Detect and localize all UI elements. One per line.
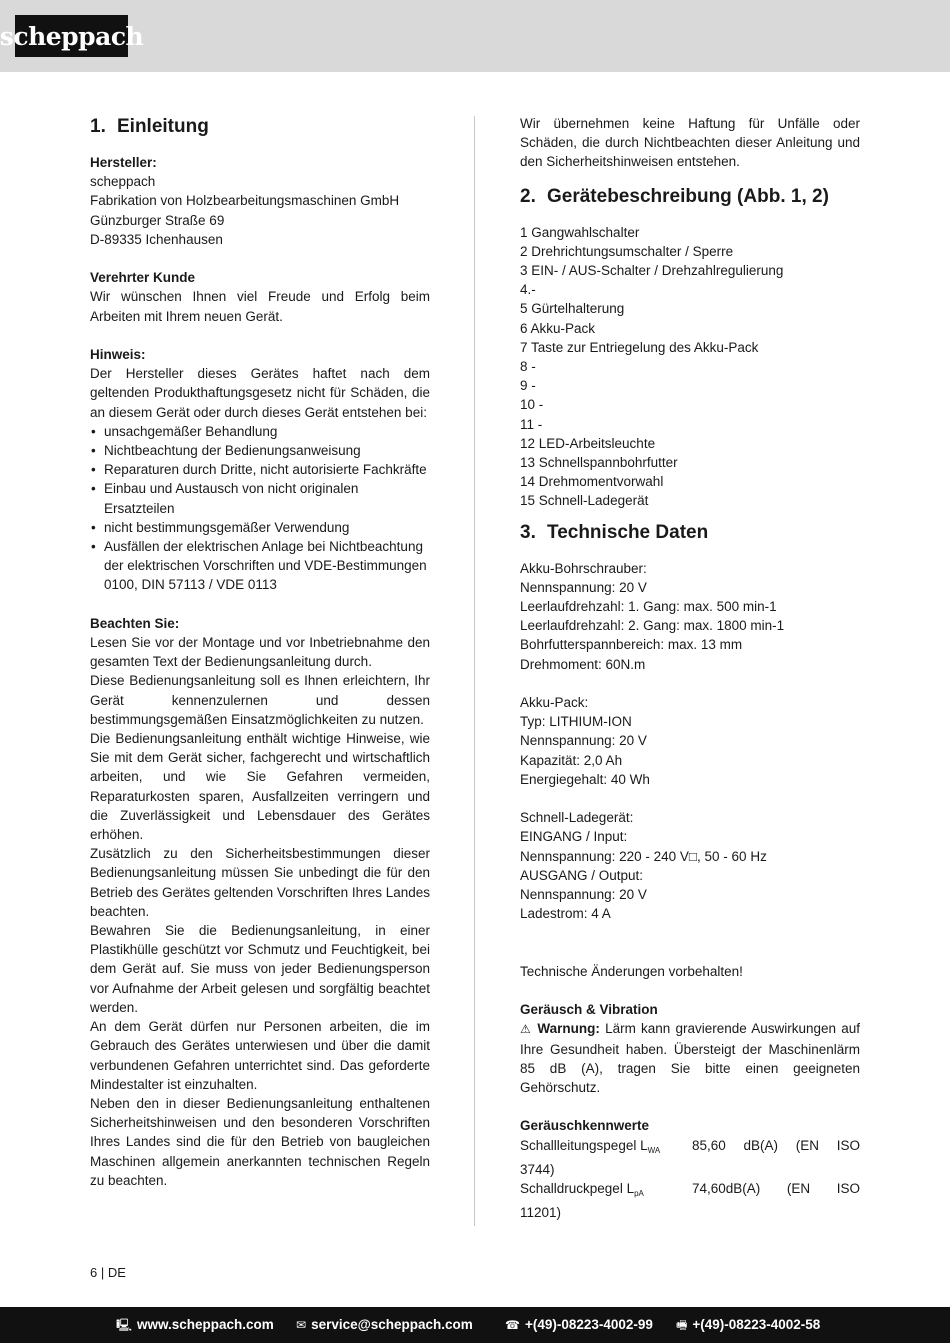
attention-label: Beachten Sie: bbox=[90, 615, 180, 631]
list-item: 13 Schnellspannbohrfutter bbox=[520, 455, 678, 471]
list-item: • Einbau und Austausch von nicht originalen Ersatzteilen bbox=[90, 479, 430, 517]
battery-specs bbox=[520, 693, 860, 789]
list-item: 14 Drehmomentvorwahl bbox=[520, 474, 664, 490]
manufacturer-line: D-89335 Ichenhausen bbox=[90, 231, 223, 247]
manufacturer-line: Fabrikation von Holzbearbeitungsmaschinen GmbH bbox=[90, 193, 400, 209]
right-column bbox=[520, 114, 860, 1222]
page-footer bbox=[0, 1307, 950, 1343]
manufacturer-label: Hersteller: bbox=[90, 155, 157, 170]
spec-line: Nennspannung: 220 - 240 V□, 50 - 60 Hz bbox=[520, 848, 767, 864]
manufacturer-line: scheppach bbox=[90, 174, 156, 190]
list-item: 5 Gürtelhalterung bbox=[520, 301, 625, 317]
phone-icon: ☎ bbox=[505, 1318, 520, 1332]
spec-line: Akku-Bohrschrauber: bbox=[520, 560, 647, 576]
spec-line: Nennspannung: 20 V bbox=[520, 579, 647, 595]
footer-website[interactable]: 🖳 www.scheppach.com bbox=[116, 1317, 274, 1332]
computer-icon: 🖳 bbox=[116, 1318, 133, 1332]
warning-label: Warnung: bbox=[537, 1021, 600, 1037]
warning-text bbox=[520, 1019, 860, 1097]
noise-label: Schalldruckpegel L bbox=[520, 1181, 635, 1197]
warning-body: Lärm kann gravierende Auswirkungen auf Ihre Gesundheit haben. Übersteigt der Maschinenlärm 85 dB (A), tragen Sie bitte einen geeigneten Gehörschutz. bbox=[520, 1021, 860, 1096]
attention-paragraph: Bewahren Sie die Bedienungsanleitung, in einer Plastikhülle geschützt vor Schmutz und Feuchtigkeit, bei dem Gerät auf. Sie muss von jeder Bedienungsperson vor Aufnahme der Arbeit gelesen und sorgfältig beachtet werden. bbox=[90, 923, 430, 1015]
customer-text: Wir wünschen Ihnen viel Freude und Erfolg beim Arbeiten mit Ihrem neuen Gerät. bbox=[90, 289, 430, 324]
noise-sub: pA bbox=[634, 1189, 644, 1199]
list-item: 6 Akku-Pack bbox=[520, 320, 596, 336]
noise-std-tail: ISO bbox=[836, 1181, 860, 1197]
fax-icon: 🖷 bbox=[676, 1318, 688, 1332]
attention-paragraph: Die Bedienungsanleitung enthält wichtige Hinweise, wie Sie mit dem Gerät sicher, fachgerecht und wirtschaftlich arbeiten, und wie Sie Gefahren vermeiden, Reparaturkosten sparen, Ausfallzeiten verringern und die Zuverlässigkeit und Lebensdauer des Gerätes erhöhen. bbox=[90, 731, 430, 843]
list-item: 15 Schnell-Ladegerät bbox=[520, 493, 649, 509]
list-item: 10 - bbox=[520, 397, 544, 413]
list-item: 12 LED-Arbeitsleuchte bbox=[520, 435, 656, 451]
list-item: • Reparaturen durch Dritte, nicht autorisierte Fachkräfte bbox=[90, 460, 430, 479]
list-item: • Ausfällen der elektrischen Anlage bei Nichtbeachtung der elektrischen Vorschriften und VDE-Bestimmungen 0100, DIN 57113 / VDE 0113 bbox=[90, 537, 430, 595]
attention-paragraph: Diese Bedienungsanleitung soll es Ihnen erleichtern, Ihr Gerät kennenzulernen und dessen bestimmungsgemäßen Einsatzmöglichkeiten zu nutzen. bbox=[90, 673, 430, 727]
charger-specs bbox=[520, 808, 860, 923]
footer-email[interactable]: ✉ service@scheppach.com bbox=[296, 1317, 473, 1332]
spec-line: Nennspannung: 20 V bbox=[520, 733, 647, 749]
note-bullet-list bbox=[90, 422, 430, 595]
noise-value: 85,60 bbox=[692, 1137, 726, 1153]
note-text: Der Hersteller dieses Gerätes haftet nach dem geltenden Produkthaftungsgesetz nicht für Schäden, die an diesem Gerät oder durch dieses Gerät entstehen bei: bbox=[90, 366, 430, 420]
note-label: Hinweis: bbox=[90, 347, 146, 362]
noise-title: Geräusch & Vibration bbox=[520, 1002, 658, 1018]
section-1-heading: 1. Einleitung bbox=[90, 116, 209, 137]
changes-note: Technische Änderungen vorbehalten! bbox=[520, 963, 743, 979]
noise-value: 74,60dB(A) bbox=[692, 1181, 761, 1197]
mail-icon: ✉ bbox=[296, 1318, 307, 1332]
attention-paragraph: Neben den in dieser Bedienungsanleitung enthaltenen Sicherheitshinweisen und den besonderen Vorschriften Ihres Landes sind die für den Betrieb von baugleichen Maschinen allgemein anerkannten technischen Regeln zu beachten. bbox=[90, 1095, 430, 1188]
noise-row bbox=[520, 1136, 860, 1160]
footer-phone[interactable]: ☎ +(49)-08223-4002-99 bbox=[505, 1317, 653, 1332]
spec-line: Nennspannung: 20 V bbox=[520, 887, 647, 903]
list-item: 9 - bbox=[520, 378, 536, 394]
drill-specs bbox=[520, 559, 860, 674]
spec-line: EINGANG / Input: bbox=[520, 829, 628, 845]
list-item: 11 - bbox=[520, 416, 543, 432]
noise-std: (EN bbox=[786, 1181, 811, 1197]
customer-label: Verehrter Kunde bbox=[90, 270, 196, 286]
noise-label: Schallleitungspegel L bbox=[520, 1137, 648, 1153]
noise-row bbox=[520, 1179, 860, 1203]
footer-fax[interactable]: 🖷 +(49)-08223-4002-58 bbox=[676, 1317, 821, 1332]
list-item: 2 Drehrichtungsumschalter / Sperre bbox=[520, 243, 734, 259]
list-item: 1 Gangwahlschalter bbox=[520, 224, 640, 240]
list-item: 4.- bbox=[520, 282, 536, 298]
attention-paragraph: Zusätzlich zu den Sicherheitsbestimmungen dieser Bedienungsanleitung müssen Sie unbedingt die für den Betrieb des Gerätes geltenden Vorschriften Ihres Landes beachten. bbox=[90, 846, 430, 919]
spec-line: Leerlaufdrehzahl: 1. Gang: max. 500 min-1 bbox=[520, 599, 777, 615]
section-2-heading: 2. Gerätebeschreibung (Abb. 1, 2) bbox=[520, 185, 829, 207]
attention-paragraph: An dem Gerät dürfen nur Personen arbeiten, die im Gebrauch des Gerätes unterwiesen und über die damit verbundenen Gefahren unterrichtet sind. Das geforderte Mindestalter ist einzuhalten. bbox=[90, 1019, 430, 1092]
noise-values-title: Geräuschkennwerte bbox=[520, 1118, 650, 1134]
list-item: • nicht bestimmungsgemäßer Verwendung bbox=[90, 518, 430, 537]
spec-line: Energiegehalt: 40 Wh bbox=[520, 771, 650, 787]
section-3-heading: 3. Technische Daten bbox=[520, 521, 709, 543]
noise-sub: WA bbox=[647, 1145, 661, 1155]
spec-line: Bohrfutterspannbereich: max. 13 mm bbox=[520, 637, 743, 653]
list-item: 7 Taste zur Entriegelung des Akku-Pack bbox=[520, 339, 759, 355]
spec-line: Drehmoment: 60N.m bbox=[520, 656, 646, 672]
spec-line: Leerlaufdrehzahl: 2. Gang: max. 1800 min-1 bbox=[520, 618, 785, 634]
spec-line: Akku-Pack: bbox=[520, 695, 589, 711]
noise-std: (EN bbox=[795, 1137, 819, 1153]
spec-line: Ladestrom: 4 A bbox=[520, 906, 611, 922]
page-header bbox=[0, 0, 950, 72]
left-column bbox=[90, 114, 430, 1190]
spec-line: Typ: LITHIUM-ION bbox=[520, 714, 632, 730]
noise-unit: dB(A) bbox=[743, 1137, 779, 1153]
noise-row-cont: 3744) bbox=[520, 1161, 555, 1177]
noise-row-cont: 11201) bbox=[520, 1205, 562, 1221]
column-divider bbox=[474, 116, 475, 1226]
list-item: 8 - bbox=[520, 359, 536, 375]
list-item: • unsachgemäßer Behandlung bbox=[90, 422, 430, 441]
spec-line: AUSGANG / Output: bbox=[520, 867, 644, 883]
liability-text: Wir übernehmen keine Haftung für Unfälle oder Schäden, die durch Nichtbeachten dieser Anleitung und den Sicherheitshinweisen entstehen. bbox=[520, 116, 860, 170]
attention-paragraph: Lesen Sie vor der Montage und vor Inbetriebnahme den gesamten Text der Bedienungsanleitung durch. bbox=[90, 635, 430, 670]
brand-logo: scheppach bbox=[15, 15, 128, 57]
page-number: 6 | DE bbox=[90, 1265, 126, 1280]
list-item: • Nichtbeachtung der Bedienungsanweisung bbox=[90, 441, 430, 460]
spec-line: Schnell-Ladegerät: bbox=[520, 810, 634, 826]
manufacturer-line: Günzburger Straße 69 bbox=[90, 212, 225, 228]
noise-std-tail: ISO bbox=[836, 1137, 860, 1153]
spec-line: Kapazität: 2,0 Ah bbox=[520, 752, 623, 768]
parts-list bbox=[520, 223, 860, 511]
list-item: 3 EIN- / AUS-Schalter / Drehzahlregulierung bbox=[520, 263, 784, 279]
warning-icon: ⚠ bbox=[520, 1022, 533, 1037]
